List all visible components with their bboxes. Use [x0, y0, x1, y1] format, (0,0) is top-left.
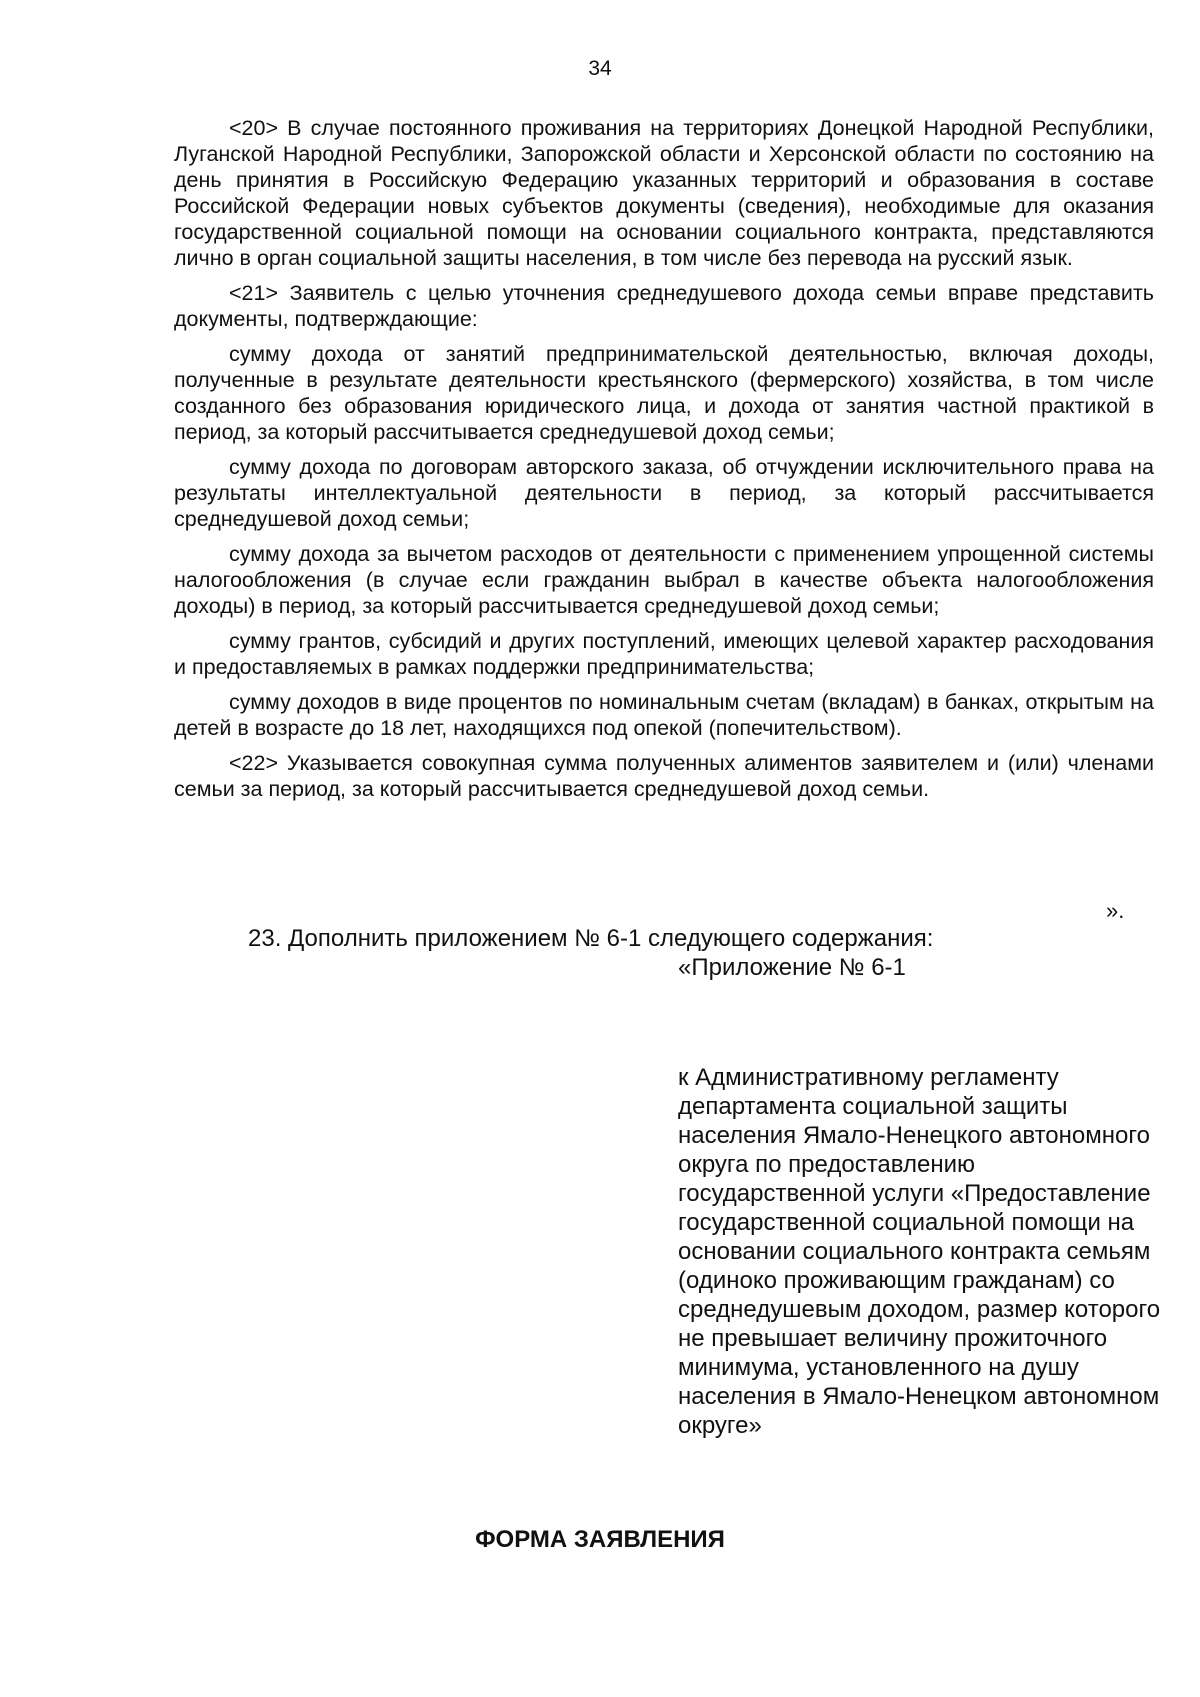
appendix-reference: к Административному регламенту департамента социальной защиты населения Ямало-Ненецкого автономного округа по предоставлению государственной услуги «Предоставление государственной социальной помощи на основании социального контракта семьям (одиноко проживающим гражданам) со среднедушевым доходом, размер которого не превышает величину прожиточного минимума, установленного на душу населения в Ямало-Ненецком автономном округе» [678, 1064, 1161, 1439]
footnote-20: <20> В случае постоянного проживания на территориях Донецкой Народной Республики, Луганской Народной Республики, Запорожской области и Херсонской области по состоянию на день принятия в Российскую Федерацию указанных территорий и образования в составе Российской Федерации новых субъектов документы (сведения), необходимые для оказания государственной социальной помощи на основании социального контракта, представляются лично в орган социальной защиты населения, в том числе без перевода на русский язык. [174, 116, 1154, 270]
footnote-21-item-simplified-tax: сумму дохода за вычетом расходов от деятельности с применением упрощенной системы налогообложения (в случае если гражданин выбрал в качестве объекта налогообложения доходы) в период, за который рассчитывается среднедушевой доход семьи; [174, 542, 1154, 618]
footnotes-section [174, 115, 1154, 811]
footnote-21-item-business-income: сумму дохода от занятий предпринимательской деятельностью, включая доходы, полученные в результате деятельности крестьянского (фермерского) хозяйства, в том числе созданного без образования юридического лица, и дохода от занятия частной практикой в период, за который рассчитывается среднедушевой доход семьи; [174, 342, 1154, 444]
amendment-paragraph: 23. Дополнить приложением № 6-1 следующего содержания: [248, 925, 934, 952]
footnote-21-item-interest: сумму доходов в виде процентов по номинальным счетам (вкладам) в банках, открытым на детей в возрасте до 18 лет, находящихся под опекой (попечительством). [174, 690, 1154, 740]
appendix-title: «Приложение № 6-1 [678, 954, 906, 981]
page-number: 34 [588, 57, 612, 80]
footnote-21-item-grants: сумму грантов, субсидий и других поступлений, имеющих целевой характер расходования и предоставляемых в рамках поддержки предпринимательства; [174, 629, 1154, 679]
footnote-21: <21> Заявитель с целью уточнения среднедушевого дохода семьи вправе представить документы, подтверждающие: [174, 281, 1154, 331]
footnote-21-item-author-contracts: сумму дохода по договорам авторского заказа, об отчуждении исключительного права на результаты интеллектуальной деятельности в период, за который рассчитывается среднедушевой доход семьи; [174, 455, 1154, 531]
footnote-22: <22> Указывается совокупная сумма полученных алиментов заявителем и (или) членами семьи за период, за который рассчитывается среднедушевой доход семьи. [174, 751, 1154, 801]
closing-quote: ». [1106, 898, 1125, 923]
form-title: ФОРМА ЗАЯВЛЕНИЯ [475, 1526, 725, 1553]
